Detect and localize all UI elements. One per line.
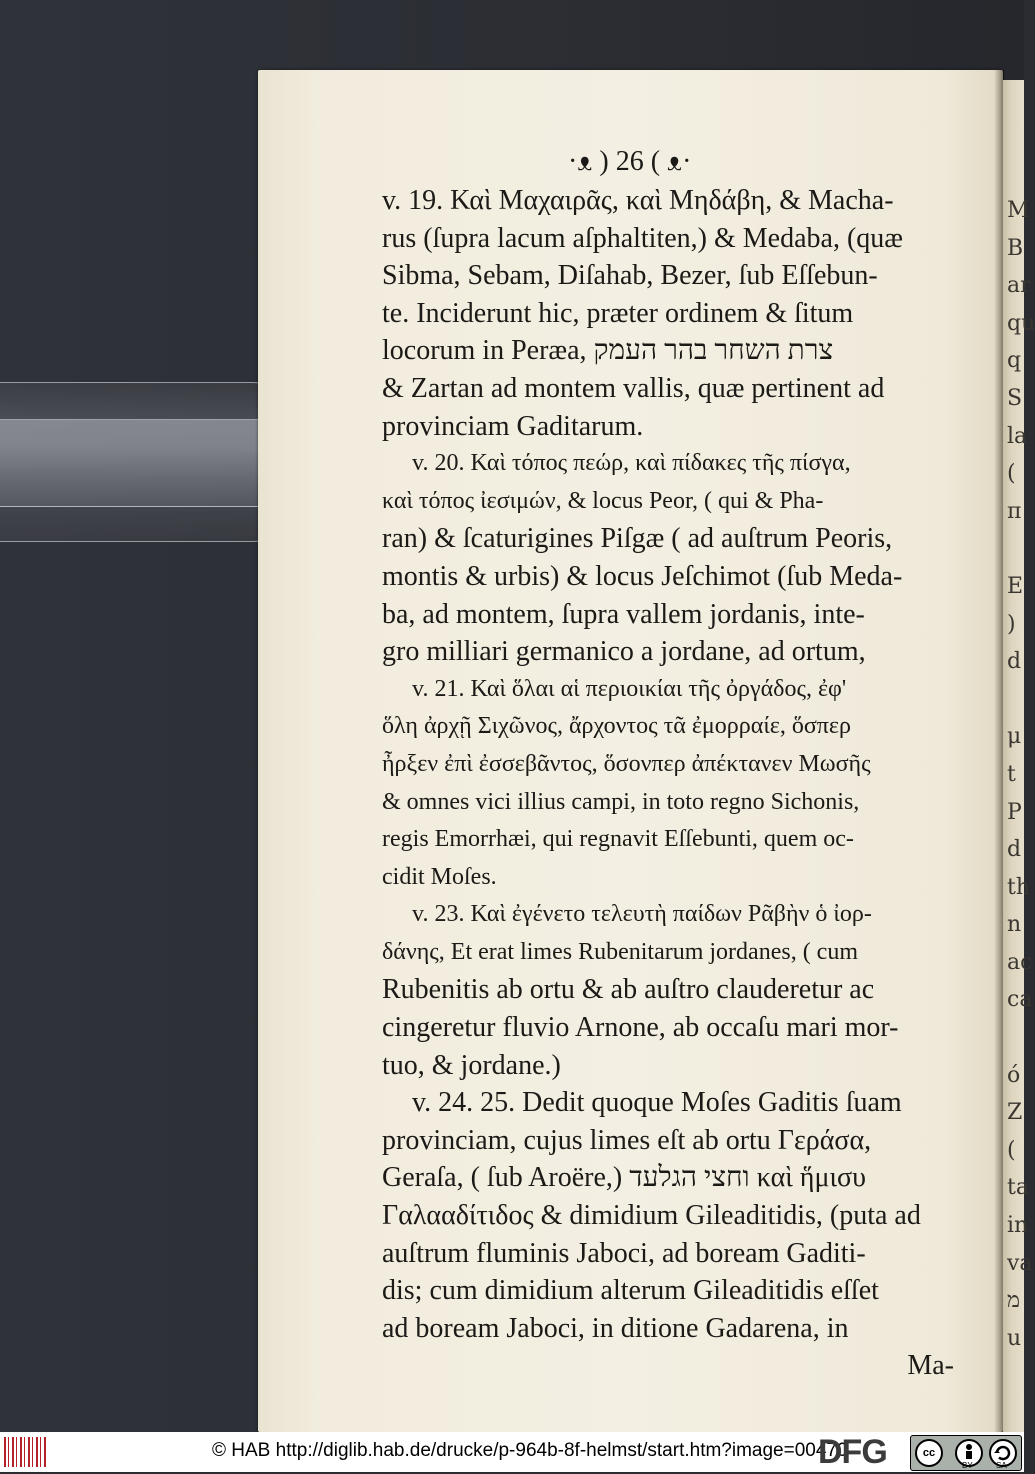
dfg-logo[interactable]: DFG: [818, 1433, 887, 1471]
sa-label: SA: [996, 1461, 1007, 1470]
text-line: Rubenitis ab ortu & ab auſtro clauderetur ac: [382, 974, 875, 1006]
text-line: cidit Moſes.: [382, 863, 497, 890]
glass-ruler-inner: [0, 419, 301, 507]
text-line: cingeretur fluvio Arnone, ab occaſu mari mor-: [382, 1012, 899, 1044]
text-line: ἦρξεν ἐπὶ ἐσσεβᾶντος, ὅσονπερ ἀπέκτανεν Μωσῆς: [382, 750, 871, 777]
text-line: Geraſa, ( ſub Aroëre,) וחצי הגלעד καὶ ἥμισυ: [382, 1162, 866, 1194]
text-line: regis Emorrhæi, qui regnavit Eſſebunti, quem oc-: [382, 826, 854, 853]
footer-bar: [0, 1432, 1024, 1472]
text-line: καὶ τόπος ἰεσιμών, & locus Peor, ( qui & Pha-: [382, 487, 824, 514]
next-page-edge-text: M B ar qu q S la ( π E ) d μ t P d th n ac ca ό Z ( ta in va מ u: [1007, 198, 1035, 1351]
text-line: te. Inciderunt hic, præter ordinem & ſitum: [382, 297, 854, 329]
cc-license-badge[interactable]: [910, 1435, 1022, 1471]
text-line: ran) & ſcaturigines Piſgæ ( ad auſtrum Peoris,: [382, 523, 893, 555]
next-page-edge: [1003, 80, 1035, 1432]
text-line: Γαλααδίτιδος & dimidium Gileaditidis, (puta ad: [382, 1200, 921, 1232]
text-line: ad boream Jaboci, in ditione Gadarena, in: [382, 1312, 849, 1344]
text-line: provinciam, cujus limes eſt ab ortu Γεράσα,: [382, 1124, 872, 1156]
text-line: locorum in Peræa, צרת השחר בהר העמק: [382, 335, 834, 367]
page-header: ·ᴥ ) 26 ( ᴥ·: [568, 146, 692, 177]
catchword: Ma-: [907, 1350, 954, 1382]
text-line: ba, ad montem, ſupra vallem jordanis, inte-: [382, 598, 865, 630]
text-line: auſtrum fluminis Jaboci, ad boream Gaditi-: [382, 1237, 866, 1269]
text-line: Sibma, Sebam, Diſahab, Bezer, ſub Eſſebun-: [382, 260, 878, 292]
text-line: tuo, & jordane.): [382, 1049, 561, 1081]
text-line: δάνης, Et erat limes Rubenitarum jordanes, ( cum: [382, 938, 859, 965]
text-line: & omnes vici illius campi, in toto regno Sichonis,: [382, 788, 860, 815]
text-line: dis; cum dimidium alterum Gileaditidis eſſet: [382, 1275, 879, 1307]
text-line: provinciam Gaditarum.: [382, 410, 644, 442]
page-text-block: [382, 148, 954, 1385]
text-line: rus (ſupra lacum aſphaltiten,) & Medaba, (quæ: [382, 222, 903, 254]
text-line: ὅλη ἀρχῇ Σιχῶνος, ἄρχοντος τᾶ ἐμορραίε, ὅσπερ: [382, 713, 851, 740]
text-line: & Zartan ad montem vallis, quæ pertinent ad: [382, 372, 885, 404]
text-line: v. 20. Καὶ τόπος πεώρ, καὶ πίδακες τῆς πίσγα,: [412, 450, 851, 477]
by-label: BY: [962, 1461, 973, 1470]
text-line: v. 24. 25. Dedit quoque Moſes Gaditis ſuam: [412, 1087, 902, 1119]
hab-barcode-icon: [4, 1437, 46, 1467]
cc-icon: cc: [915, 1439, 943, 1467]
footer-source-link[interactable]: © HAB http://diglib.hab.de/drucke/p-964b-8f-helmst/start.htm?image=00470: [212, 1440, 848, 1461]
text-line: gro milliari germanico a jordane, ad ortum,: [382, 636, 866, 668]
text-line: v. 19. Καὶ Μαχαιρᾶς, καὶ Μηδάβη, & Macha-: [382, 185, 894, 216]
text-line: v. 21. Καὶ ὅλαι αἱ περιοικίαι τῆς ὀργάδος, ἐφ': [412, 675, 847, 702]
text-line: montis & urbis) & locus Jeſchimot (ſub Meda-: [382, 560, 903, 592]
text-line: v. 23. Καὶ ἐγένετο τελευτὴ παίδων Ρᾶβὴν ὁ ἰορ-: [412, 901, 872, 928]
